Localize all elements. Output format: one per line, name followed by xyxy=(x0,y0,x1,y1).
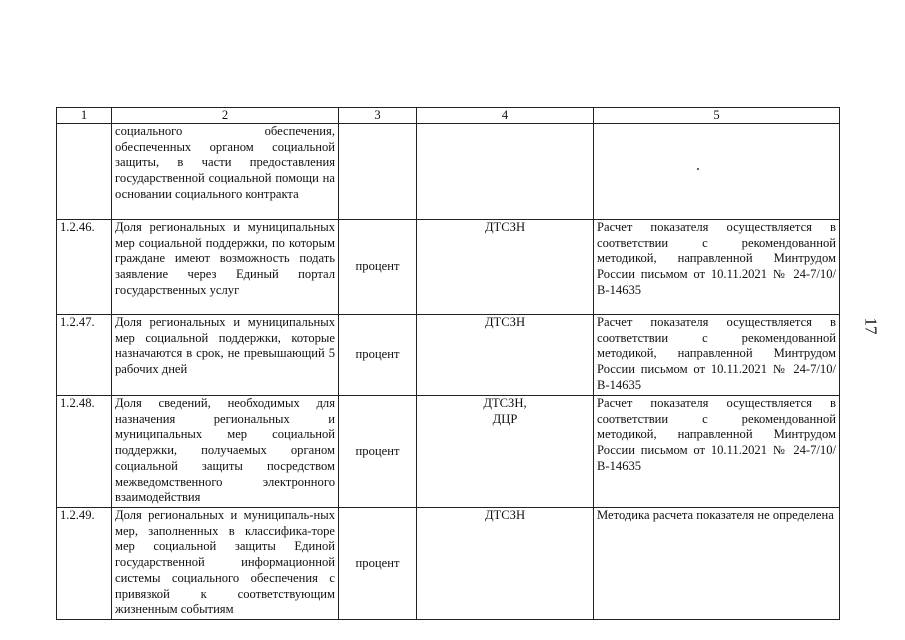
method-cell: Расчет показателя осуществляется в соответствии с рекомендованной методикой, направленной Минтрудом России письмом от 10.11.2021 № 24-7/10/В-14635 xyxy=(594,396,840,508)
continuation-name: социального обеспечения, обеспеченных органом социальной защиты, в части предоставления государственной социальной помощи на основании социального контракта xyxy=(112,124,339,220)
table-row xyxy=(57,315,840,396)
method-cell: Расчет показателя осуществляется в соответствии с рекомендованной методикой, направленной Минтрудом России письмом от 10.11.2021 № 24-7/10/В-14635 xyxy=(594,315,840,396)
executor-cell: ДТСЗН, ДЦР xyxy=(417,396,594,508)
indicator-name: Доля сведений, необходимых для назначения региональных и муниципальных мер социальной поддержки, получаемых органом социальной защиты посредством межведомственного электронного взаимодействия xyxy=(112,396,339,508)
unit-cell: процент xyxy=(339,508,417,620)
header-col-5: 5 xyxy=(594,108,840,124)
continuation-num xyxy=(57,124,112,220)
continuation-method xyxy=(594,124,840,220)
unit-cell: процент xyxy=(339,315,417,396)
method-cell: Расчет показателя осуществляется в соответствии с рекомендованной методикой, направленной Минтрудом России письмом от 10.11.2021 № 24-7/10/В-14635 xyxy=(594,220,840,315)
indicators-table xyxy=(56,107,840,620)
method-cell: Методика расчета показателя не определена xyxy=(594,508,840,620)
continuation-row xyxy=(57,124,840,220)
unit-cell: процент xyxy=(339,396,417,508)
unit-cell: процент xyxy=(339,220,417,315)
header-row xyxy=(57,108,840,124)
executor-cell: ДТСЗН xyxy=(417,508,594,620)
header-col-4: 4 xyxy=(417,108,594,124)
row-number: 1.2.46. xyxy=(57,220,112,315)
continuation-unit xyxy=(339,124,417,220)
row-number: 1.2.49. xyxy=(57,508,112,620)
indicator-name: Доля региональных и муниципаль-ных мер, заполненных в классифика-торе мер социальной защиты Единой государственной информационной системы социального обеспечения с привязкой к соответствующим жизненным событиям xyxy=(112,508,339,620)
row-number: 1.2.48. xyxy=(57,396,112,508)
continuation-executor xyxy=(417,124,594,220)
page-number: 17 xyxy=(861,317,881,335)
scan-speck xyxy=(697,168,699,170)
indicator-name: Доля региональных и муниципальных мер социальной поддержки, которые назначаются в срок, не превышающий 5 рабочих дней xyxy=(112,315,339,396)
header-col-2: 2 xyxy=(112,108,339,124)
header-col-1: 1 xyxy=(57,108,112,124)
row-number: 1.2.47. xyxy=(57,315,112,396)
executor-cell: ДТСЗН xyxy=(417,220,594,315)
table-row xyxy=(57,508,840,620)
indicator-name: Доля региональных и муниципальных мер социальной поддержки, по которым граждане имеют возможность подать заявление через Единый портал государственных услуг xyxy=(112,220,339,315)
executor-cell: ДТСЗН xyxy=(417,315,594,396)
table-row xyxy=(57,396,840,508)
header-col-3: 3 xyxy=(339,108,417,124)
table-row xyxy=(57,220,840,315)
